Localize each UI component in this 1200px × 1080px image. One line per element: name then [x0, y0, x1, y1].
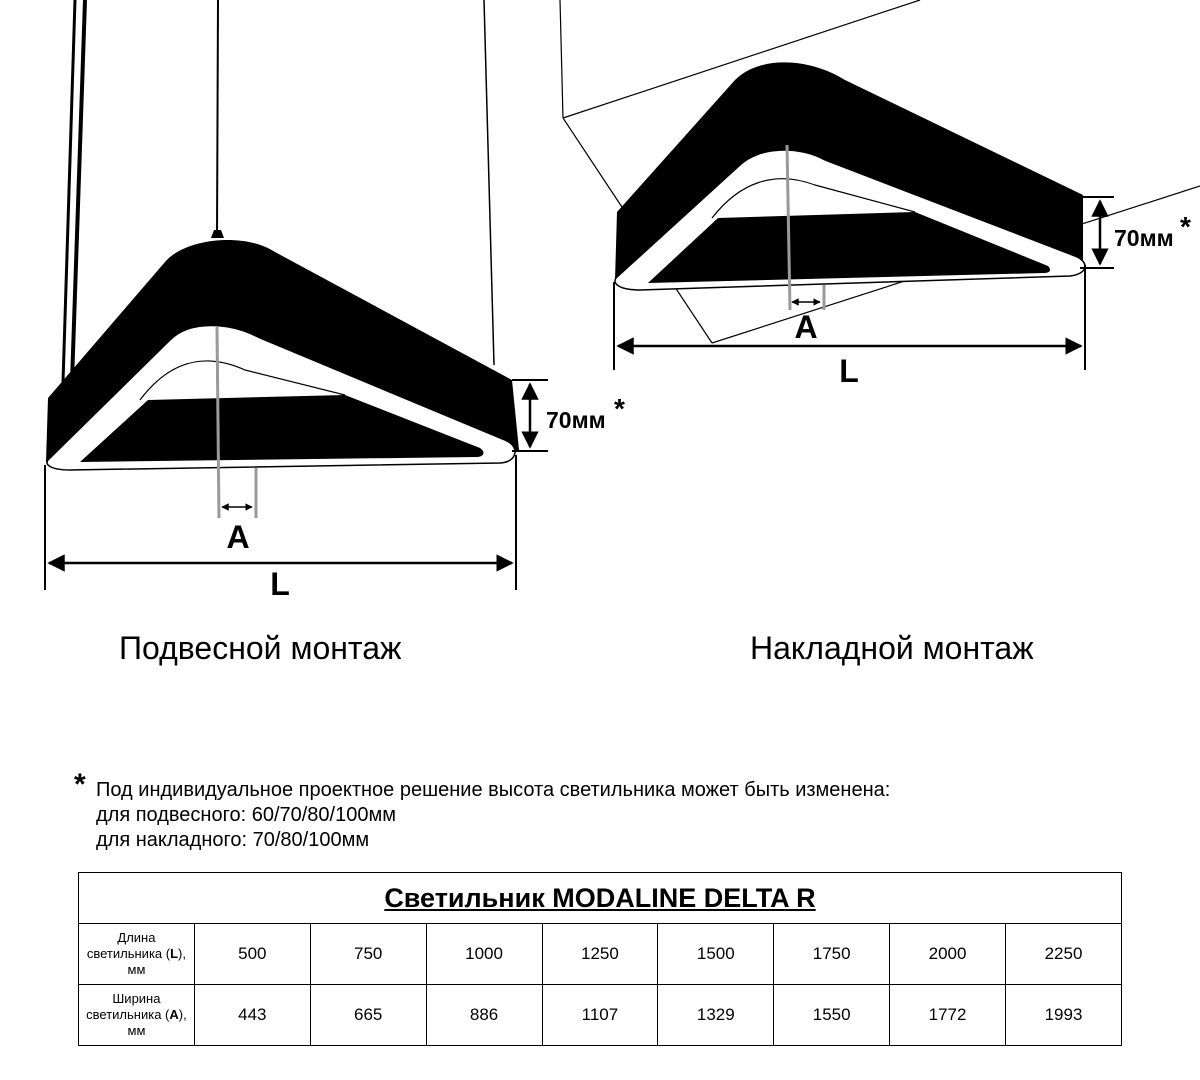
note-asterisk: *: [74, 768, 86, 801]
footnote-line-1: Под индивидуальное проектное решение высота светильника может быть изменена:: [96, 779, 891, 801]
surface-lamp-drawing: [560, 0, 1200, 389]
row-header-unit: мм: [127, 1023, 146, 1038]
l-label-pendant: L: [270, 566, 290, 602]
row-header-length: [79, 924, 195, 985]
row-header-text: Ширина светильника (: [86, 991, 170, 1022]
table-cell: 1107: [542, 985, 658, 1046]
table-cell: 750: [310, 924, 426, 985]
table-cell: 1993: [1006, 985, 1122, 1046]
a-label-surface: A: [794, 309, 818, 345]
spec-table: [78, 872, 1122, 1046]
table-cell: 1772: [890, 985, 1006, 1046]
table-cell: 1329: [658, 985, 774, 1046]
table-cell: 2000: [890, 924, 1006, 985]
wall-line-right: [484, 0, 494, 365]
caption-surface: Накладной монтаж: [750, 630, 1034, 666]
footnote: [96, 778, 890, 853]
footnote-line-3: для накладного: 70/80/100мм: [96, 829, 370, 851]
table-cell: 1250: [542, 924, 658, 985]
table-cell: 1550: [774, 985, 890, 1046]
a-guide-left: [217, 327, 219, 518]
height-asterisk-surface: *: [1180, 211, 1191, 242]
pendant-lamp-drawing: [45, 0, 625, 602]
ceiling-line-1: [560, 0, 563, 118]
row-header-unit: мм: [127, 962, 146, 977]
table-cell: 886: [426, 985, 542, 1046]
row-header-key: A: [169, 1007, 179, 1022]
wire-clamp: [211, 230, 224, 238]
table-cell: 1750: [774, 924, 890, 985]
table-row-length: [79, 924, 1122, 985]
l-label-surface: L: [839, 353, 859, 389]
table-cell: 500: [194, 924, 310, 985]
a-label-pendant: A: [226, 519, 250, 555]
row-header-width: [79, 985, 195, 1046]
row-header-key: L: [170, 946, 179, 961]
height-asterisk-pendant: *: [614, 393, 625, 424]
row-header-suffix: ),: [178, 946, 186, 961]
table-title: Светильник MODALINE DELTA R: [79, 873, 1122, 924]
height-label-pendant: 70мм: [546, 407, 606, 433]
footnote-line-2: для подвесного: 60/70/80/100мм: [96, 804, 396, 826]
table-row-width: [79, 985, 1122, 1046]
table-cell: 665: [310, 985, 426, 1046]
caption-pendant: Подвесной монтаж: [119, 630, 402, 666]
table-cell: 1000: [426, 924, 542, 985]
table-cell: 2250: [1006, 924, 1122, 985]
row-header-suffix: ),: [178, 1007, 187, 1022]
height-label-surface: 70мм: [1114, 225, 1174, 251]
table-cell: 1500: [658, 924, 774, 985]
table-cell: 443: [194, 985, 310, 1046]
suspension-wire: [217, 0, 218, 236]
row-header-text: Длина светильника (: [86, 930, 171, 961]
